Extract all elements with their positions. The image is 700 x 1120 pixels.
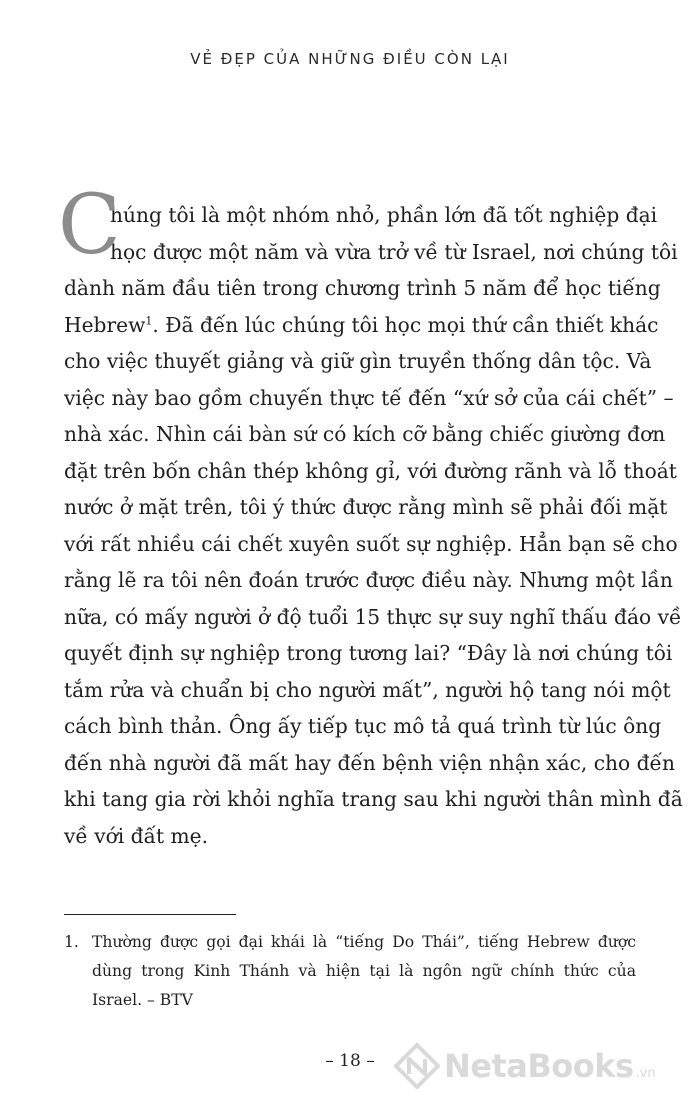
body-line: nhà xác. Nhìn cái bàn sứ có kích cỡ bằng chiếc giường đơn [64, 422, 666, 446]
body-line: rằng lẽ ra tôi nên đoán trước được điều này. Nhưng một lần [64, 568, 673, 592]
page-number: – 18 – [325, 1051, 375, 1071]
body-line: nữa, có mấy người ở độ tuổi 15 thực sự suy nghĩ thấu đáo về [64, 604, 682, 629]
drop-cap: C [58, 178, 121, 273]
body-line-segment: . Đã đến lúc chúng tôi học mọi thứ cần thiết khác [152, 312, 659, 337]
body-line: cách bình thản. Ông ấy tiếp tục mô tả quá trình từ lúc ông [64, 714, 662, 738]
body-line-segment: Hebrew [64, 312, 146, 337]
body-line: đến nhà người đã mất hay đến bệnh viện nhận xác, cho đến [64, 750, 675, 775]
body-line: tắm rửa và chuẩn bị cho người mất”, người hộ tang nói một [64, 677, 671, 702]
body-line: khi tang gia rời khỏi nghĩa trang sau khi người thân mình đã [64, 787, 683, 811]
body-line: với rất nhiều cái chết xuyên suốt sự nghiệp. Hẳn bạn sẽ cho [64, 531, 678, 556]
body-line: húng tôi là một nhóm nhỏ, phần lớn đã tốt nghiệp đại [110, 203, 658, 227]
footnote-number: 1. [64, 933, 79, 951]
body-line [64, 307, 659, 344]
body-line: nước ở mặt trên, tôi ý thức được rằng mình sẽ phải đối mặt [64, 495, 668, 519]
body-line: học được một năm và vừa trở về từ Israel, nơi chúng tôi [110, 239, 678, 264]
footnote-line: dùng trong Kinh Thánh và hiện tại là ngôn ngữ chính thức của [92, 962, 636, 980]
body-line: việc này bao gồm chuyến thực tế đến “xứ sở của cái chết” – [64, 385, 674, 410]
body-line: dành năm đầu tiên trong chương trình 5 năm để học tiếng [64, 276, 661, 300]
footnote-divider [64, 914, 236, 915]
body-line: quyết định sự nghiệp trong tương lai? “Đây là nơi chúng tôi [64, 641, 673, 665]
watermark [394, 1043, 656, 1089]
running-header: VẺ ĐẸP CỦA NHỮNG ĐIỀU CÒN LẠI [190, 50, 510, 68]
body-line: cho việc thuyết giảng và giữ gìn truyền thống dân tộc. Và [64, 349, 652, 373]
footnote-line: Thường được gọi đại khái là “tiếng Do Thái”, tiếng Hebrew được [92, 933, 636, 951]
watermark-suffix: .vn [635, 1065, 656, 1081]
footnote-reference[interactable]: 1 [145, 313, 153, 327]
netabooks-logo-icon [394, 1043, 440, 1089]
footnote-line: Israel. – BTV [92, 991, 193, 1009]
chapter-body [58, 178, 683, 854]
watermark-brand: NetaBooks [444, 1047, 634, 1085]
body-line: đặt trên bốn chân thép không gỉ, với đường rãnh và lỗ thoát [64, 458, 677, 483]
body-line: về với đất mẹ. [64, 823, 209, 848]
footnote-body [64, 928, 636, 1015]
footnote [64, 928, 636, 1015]
